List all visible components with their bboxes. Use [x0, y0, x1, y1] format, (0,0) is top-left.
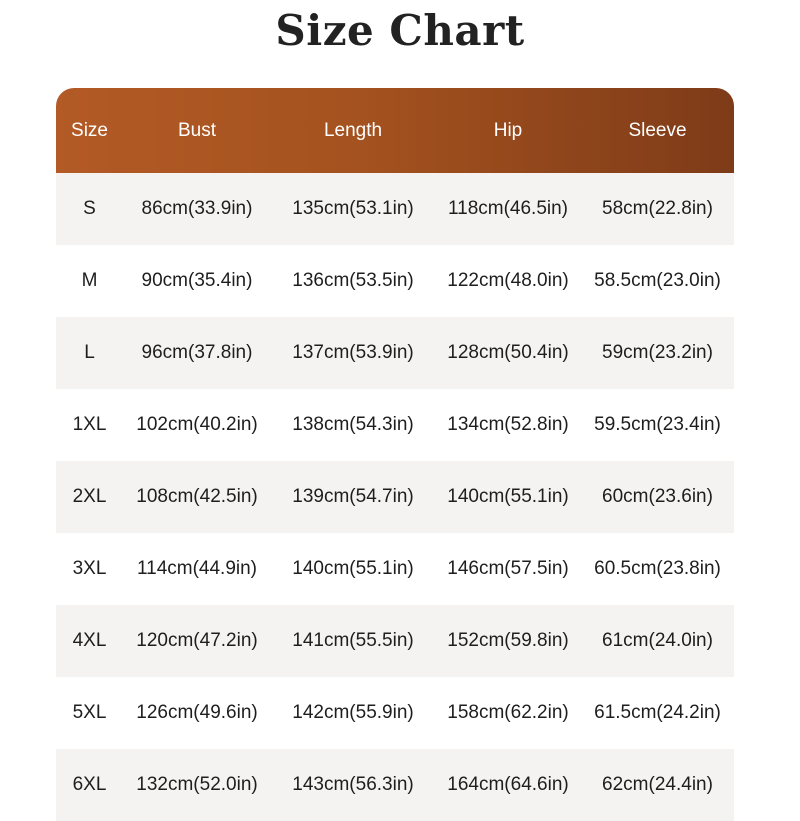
- cell-size: M: [81, 270, 98, 291]
- cell-bust: 86cm(33.9in): [141, 198, 253, 219]
- cell-size: S: [83, 198, 96, 219]
- cell-hip: 146cm(57.5in): [447, 558, 569, 579]
- cell-hip: 158cm(62.2in): [447, 702, 569, 723]
- cell-hip: 122cm(48.0in): [447, 270, 569, 291]
- cell-bust: 126cm(49.6in): [136, 702, 258, 723]
- cell-bust: 102cm(40.2in): [136, 414, 258, 435]
- cell-size: 4XL: [72, 630, 107, 651]
- table-row: [56, 605, 734, 677]
- cell-bust: 120cm(47.2in): [136, 630, 258, 651]
- cell-sleeve: 62cm(24.4in): [602, 774, 713, 795]
- cell-bust: 108cm(42.5in): [136, 486, 258, 507]
- cell-size: 6XL: [72, 774, 107, 795]
- cell-bust: 90cm(35.4in): [141, 270, 253, 291]
- cell-sleeve: 61.5cm(24.2in): [594, 702, 721, 723]
- cell-length: 142cm(55.9in): [292, 702, 414, 723]
- cell-bust: 132cm(52.0in): [136, 774, 258, 795]
- cell-sleeve: 60.5cm(23.8in): [594, 558, 721, 579]
- table-row: [56, 749, 734, 821]
- cell-length: 141cm(55.5in): [292, 630, 414, 651]
- header-length: Length: [323, 119, 383, 141]
- table-row: [56, 173, 734, 245]
- header-bust: Bust: [177, 119, 217, 141]
- table-header: [56, 88, 734, 173]
- cell-bust: 96cm(37.8in): [141, 342, 253, 363]
- cell-length: 139cm(54.7in): [292, 486, 414, 507]
- cell-size: 1XL: [72, 414, 107, 435]
- header-size: Size: [71, 119, 108, 141]
- table-body: [56, 173, 734, 821]
- cell-sleeve: 58cm(22.8in): [602, 198, 713, 219]
- cell-hip: 118cm(46.5in): [447, 198, 569, 219]
- cell-length: 136cm(53.5in): [292, 270, 414, 291]
- cell-hip: 152cm(59.8in): [447, 630, 569, 651]
- cell-sleeve: 58.5cm(23.0in): [594, 270, 721, 291]
- cell-length: 135cm(53.1in): [292, 198, 414, 219]
- table-row: [56, 677, 734, 749]
- page-title: Size Chart: [275, 6, 525, 55]
- table-row: [56, 317, 734, 389]
- cell-length: 140cm(55.1in): [292, 558, 414, 579]
- table-row: [56, 533, 734, 605]
- cell-hip: 128cm(50.4in): [447, 342, 569, 363]
- cell-sleeve: 60cm(23.6in): [602, 486, 713, 507]
- cell-length: 137cm(53.9in): [292, 342, 414, 363]
- cell-length: 138cm(54.3in): [292, 414, 414, 435]
- table-row: [56, 389, 734, 461]
- cell-size: 2XL: [72, 486, 107, 507]
- cell-bust: 114cm(44.9in): [136, 558, 258, 579]
- cell-size: 3XL: [72, 558, 107, 579]
- cell-hip: 134cm(52.8in): [447, 414, 569, 435]
- cell-sleeve: 61cm(24.0in): [602, 630, 713, 651]
- cell-size: 5XL: [72, 702, 107, 723]
- header-sleeve: Sleeve: [628, 119, 687, 141]
- cell-hip: 164cm(64.6in): [447, 774, 569, 795]
- table-row: [56, 245, 734, 317]
- cell-sleeve: 59.5cm(23.4in): [594, 414, 721, 435]
- cell-hip: 140cm(55.1in): [447, 486, 569, 507]
- header-hip: Hip: [493, 119, 523, 141]
- table-row: [56, 461, 734, 533]
- cell-size: L: [84, 342, 95, 363]
- cell-length: 143cm(56.3in): [292, 774, 414, 795]
- cell-sleeve: 59cm(23.2in): [602, 342, 713, 363]
- size-table: [56, 88, 734, 821]
